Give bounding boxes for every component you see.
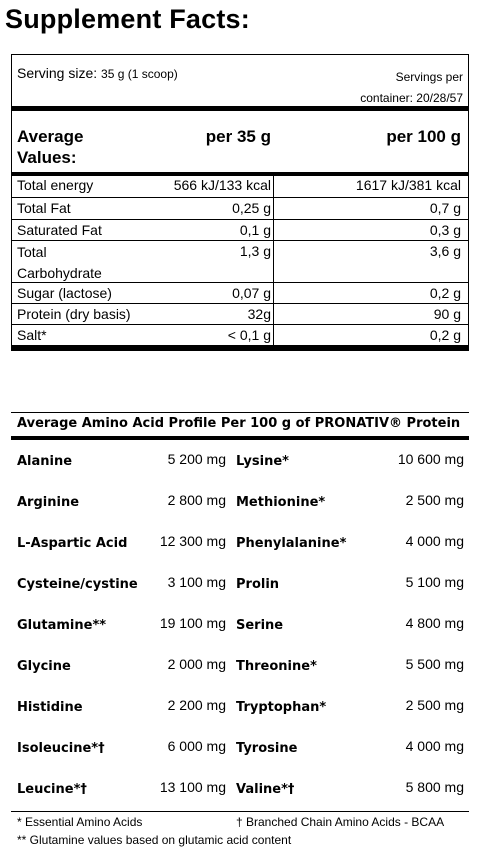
nutrition-facts-panel xyxy=(11,54,469,351)
nutrient-name xyxy=(17,242,102,284)
nutrient-per-100g: 0,7 g xyxy=(429,200,461,216)
page-title: Supplement Facts: xyxy=(5,4,250,34)
amino-acid-row xyxy=(11,481,469,522)
amino-acid-value: 2 500 mg xyxy=(405,492,464,508)
amino-acid-value: 5 800 mg xyxy=(405,779,464,795)
amino-acid-value: 5 500 mg xyxy=(405,656,464,672)
nutrient-name: Total Fat xyxy=(17,200,71,216)
nutrient-per-100g: 0,3 g xyxy=(429,222,461,238)
amino-acid-value: 4 000 mg xyxy=(405,738,464,754)
amino-acid-value: 6 000 mg xyxy=(167,738,226,754)
amino-acid-name: Lysine* xyxy=(236,454,289,469)
amino-acid-value: 12 300 mg xyxy=(159,533,226,549)
footnote-glutamine: ** Glutamine values based on glutamic acid content xyxy=(17,833,292,847)
footnote-bcaa: † Branched Chain Amino Acids - BCAA xyxy=(236,815,445,829)
serving-size-value: 35 g (1 scoop) xyxy=(101,67,178,81)
amino-acid-row xyxy=(11,440,469,481)
nutrient-name: Saturated Fat xyxy=(17,222,102,238)
nutrient-per-serving: 0,1 g xyxy=(239,222,271,238)
amino-acid-name: Histidine xyxy=(17,700,83,715)
amino-acid-name: Alanine xyxy=(17,454,73,469)
nutrition-row xyxy=(12,197,468,220)
amino-profile-title: Average Amino Acid Profile Per 100 g of PRONATIV® Protein xyxy=(17,416,461,431)
amino-acid-name: Isoleucine*† xyxy=(17,741,105,756)
amino-acid-value: 13 100 mg xyxy=(159,779,226,795)
servings-per-container xyxy=(360,67,463,109)
footnote-essential: * Essential Amino Acids xyxy=(17,815,143,829)
amino-acid-row xyxy=(11,522,469,563)
nutrition-row xyxy=(12,303,468,325)
amino-acid-value: 3 100 mg xyxy=(167,574,226,590)
amino-acid-name: Prolin xyxy=(236,577,280,592)
thick-divider xyxy=(12,106,468,111)
nutrient-per-100g: 0,2 g xyxy=(429,285,461,301)
nutrient-per-serving: 0,25 g xyxy=(232,200,271,216)
amino-acid-value: 2 200 mg xyxy=(167,697,226,713)
servings-per-container-line1: Servings per xyxy=(395,70,463,84)
amino-acid-row xyxy=(11,645,469,686)
nutrition-row xyxy=(12,324,468,346)
amino-acid-name: Valine*† xyxy=(236,782,295,797)
nutrient-per-100g: 90 g xyxy=(433,306,461,322)
amino-acid-value: 2 000 mg xyxy=(167,656,226,672)
amino-acid-value: 5 200 mg xyxy=(167,451,226,467)
thick-divider xyxy=(12,345,468,351)
nutrient-per-serving: < 0,1 g xyxy=(227,327,271,343)
nutrient-name-line2: Carbohydrate xyxy=(17,265,102,281)
amino-acid-row xyxy=(11,686,469,727)
nutrient-per-100g: 0,2 g xyxy=(429,327,461,343)
amino-acid-profile xyxy=(11,412,469,849)
amino-acid-name: Arginine xyxy=(17,495,80,510)
amino-acid-value: 2 800 mg xyxy=(167,492,226,508)
header-average-values xyxy=(17,126,83,168)
header-per-serving: per 35 g xyxy=(205,127,271,146)
amino-acid-name: Tyrosine xyxy=(236,741,298,756)
amino-acid-name: Cysteine/cystine xyxy=(17,577,138,592)
amino-acid-name: Leucine*† xyxy=(17,782,87,797)
amino-acid-value: 19 100 mg xyxy=(159,615,226,631)
divider xyxy=(11,811,469,812)
amino-acid-name: Glycine xyxy=(17,659,71,674)
nutrient-per-serving: 1,3 g xyxy=(239,243,271,259)
nutrient-name: Total energy xyxy=(17,177,94,193)
header-label-line1: Average xyxy=(17,127,84,146)
serving-size xyxy=(17,65,178,81)
nutrient-per-serving: 566 kJ/133 kcal xyxy=(173,177,271,193)
nutrient-per-100g: 3,6 g xyxy=(429,243,461,259)
nutrition-row xyxy=(12,282,468,304)
nutrient-name: Sugar (lactose) xyxy=(17,285,112,301)
amino-acid-value: 4 800 mg xyxy=(405,615,464,631)
servings-per-container-line2: container: 20/28/57 xyxy=(360,91,463,105)
amino-acid-row xyxy=(11,768,469,809)
amino-acid-value: 10 600 mg xyxy=(397,451,464,467)
amino-acid-row xyxy=(11,727,469,768)
nutrient-per-100g: 1617 kJ/381 kcal xyxy=(355,177,461,193)
amino-acid-name: Threonine* xyxy=(236,659,317,674)
nutrition-row xyxy=(12,219,468,241)
nutrition-row xyxy=(12,240,468,283)
amino-acid-name: Serine xyxy=(236,618,284,633)
amino-acid-name: Glutamine** xyxy=(17,618,107,633)
nutrient-name-line1: Total xyxy=(17,244,47,260)
divider xyxy=(11,412,469,413)
amino-acid-name: Tryptophan* xyxy=(236,700,327,715)
nutrient-per-serving: 32g xyxy=(247,306,271,322)
nutrition-row xyxy=(12,175,468,197)
amino-acid-name: Methionine* xyxy=(236,495,326,510)
serving-size-label: Serving size: xyxy=(17,65,98,81)
amino-acid-name: Phenylalanine* xyxy=(236,536,347,551)
amino-acid-row xyxy=(11,604,469,645)
amino-acid-row xyxy=(11,563,469,604)
amino-acid-name: L-Aspartic Acid xyxy=(17,536,128,551)
nutrient-name: Salt* xyxy=(17,327,47,343)
amino-acid-value: 2 500 mg xyxy=(405,697,464,713)
header-label-line2: Values: xyxy=(17,148,77,167)
amino-acid-value: 5 100 mg xyxy=(405,574,464,590)
amino-acid-value: 4 000 mg xyxy=(405,533,464,549)
header-per-100g: per 100 g xyxy=(386,127,461,146)
nutrient-per-serving: 0,07 g xyxy=(232,285,271,301)
nutrient-name: Protein (dry basis) xyxy=(17,306,131,322)
